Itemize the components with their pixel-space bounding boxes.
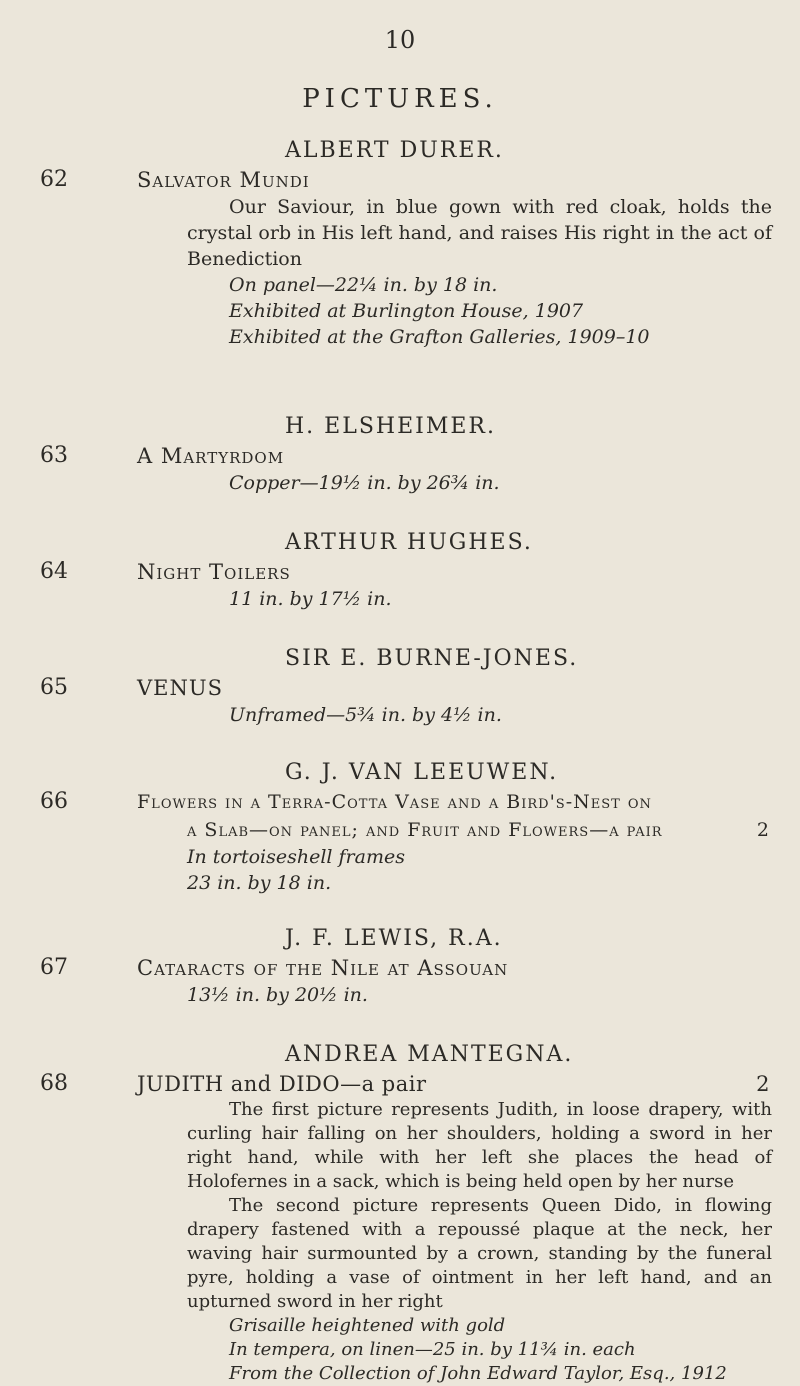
artist-name: ANDREA MANTEGNA.	[285, 1042, 574, 1067]
lot-medium: 23 in. by 18 in.	[187, 872, 332, 894]
lot-title-continued: a Slab—on panel; and Fruit and Flowers—a pair 2	[187, 816, 770, 844]
artist-name: ARTHUR HUGHES.	[285, 530, 533, 555]
lot-number: 66	[40, 789, 68, 814]
lot-number: 68	[40, 1071, 68, 1096]
lot-frames: In tortoiseshell frames	[187, 846, 405, 868]
section-title: PICTURES.	[302, 84, 498, 114]
lot-65	[0, 644, 800, 728]
lot-title: VENUS	[137, 676, 223, 700]
lot-title: Flowers in a Terra-Cotta Vase and a Bird's-Nest on	[137, 791, 652, 813]
lot-number: 62	[40, 167, 68, 192]
lot-number: 67	[40, 955, 68, 980]
lot-63	[0, 412, 800, 496]
lot-title: JUDITH and DIDO—a pair 2	[137, 1072, 770, 1096]
lot-exhibition: Exhibited at the Grafton Galleries, 1909–10	[229, 326, 650, 348]
lot-number: 63	[40, 443, 68, 468]
lot-number: 64	[40, 559, 68, 584]
lot-exhibition: Exhibited at Burlington House, 1907	[229, 300, 584, 322]
lot-title: A Martyrdom	[137, 444, 285, 468]
lot-68	[0, 1040, 800, 1386]
lot-title: Night Toilers	[137, 560, 291, 584]
artist-name: G. J. VAN LEEUWEN.	[285, 760, 559, 785]
page-number: 10	[384, 26, 416, 54]
lot-description: The first picture represents Judith, in loose drapery, with curling hair falling on her shoulders, holding a sword in her right hand, while with her left she places the head of Holofernes in a sack, which is being held open by her nurse	[187, 1099, 772, 1192]
lot-medium: Copper—19½ in. by 26¾ in.	[229, 472, 500, 494]
lot-title: Salvator Mundi	[137, 168, 310, 192]
lot-medium: 11 in. by 17½ in.	[229, 588, 392, 610]
lot-66	[0, 758, 800, 896]
lot-technique: Grisaille heightened with gold	[229, 1315, 506, 1336]
lot-number: 65	[40, 675, 68, 700]
lot-description: The second picture represents Queen Dido, in flowing drapery fastened with a repoussé plaque at the neck, her waving hair surmounted by a crown, standing by the funeral pyre, holding a vase of ointment in her left hand, and an upturned sword in her right	[187, 1195, 772, 1312]
lot-67	[0, 924, 800, 1008]
artist-name: ALBERT DURER.	[285, 138, 504, 163]
lot-medium: 13½ in. by 20½ in.	[187, 984, 368, 1006]
lot-title: Cataracts of the Nile at Assouan	[137, 956, 509, 980]
lot-provenance: From the Collection of John Edward Taylor, Esq., 1912	[229, 1363, 727, 1384]
artist-name: H. ELSHEIMER.	[285, 414, 496, 439]
lot-62	[0, 136, 800, 350]
artist-name: J. F. LEWIS, R.A.	[285, 926, 503, 951]
artist-name: SIR E. BURNE-JONES.	[285, 646, 579, 671]
lot-quantity: 2	[756, 819, 770, 841]
lot-medium: On panel—22¼ in. by 18 in.	[229, 274, 498, 296]
lot-medium: In tempera, on linen—25 in. by 11¾ in. each	[229, 1339, 636, 1360]
lot-medium: Unframed—5¾ in. by 4½ in.	[229, 704, 502, 726]
lot-64	[0, 528, 800, 612]
lot-quantity: 2	[756, 1072, 770, 1096]
lot-description: Our Saviour, in blue gown with red cloak, holds the crystal orb in His left hand, and raises His right in the act of Benediction	[187, 196, 772, 270]
